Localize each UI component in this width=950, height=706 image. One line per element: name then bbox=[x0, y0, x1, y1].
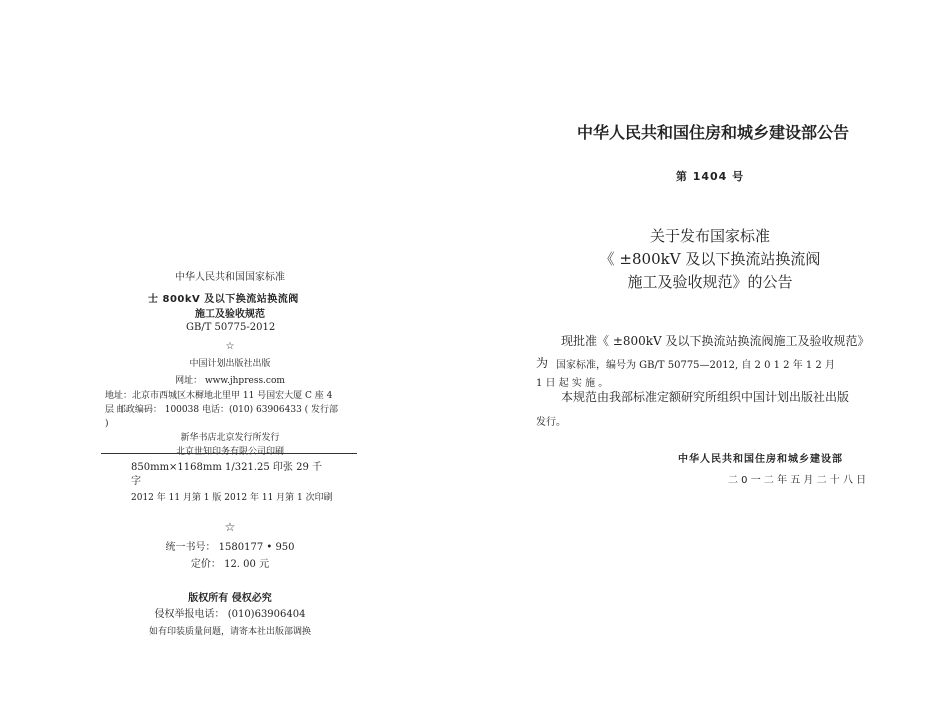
announcement-number: 第 1404 号 bbox=[675, 170, 745, 183]
copyright-line: 版权所有 侵权必究 bbox=[188, 593, 272, 604]
book-title-line2: 施工及验收规范 bbox=[195, 309, 265, 320]
announcement-heading: 中华人民共和国住房和城乡建设部公告 bbox=[576, 123, 849, 142]
paragraph-1-line-2-prefix: 为 bbox=[536, 356, 549, 370]
issue-date-line: 二 0 一 二 年 五 月 二 十 八 日 bbox=[728, 475, 867, 486]
subject-line-3: 施工及验收规范》的公告 bbox=[627, 273, 793, 291]
book-number-line: 统一书号： 1580177 • 950 bbox=[165, 542, 295, 553]
paragraph-2-line-1: 本规范由我部标准定额研究所组织中国计划出版社出版 bbox=[561, 390, 850, 404]
quality-note-line: 如有印装质量问题，请寄本社出版部调换 bbox=[148, 627, 311, 637]
report-phone-line: 侵权举报电话： (010)63906404 bbox=[154, 609, 306, 620]
price-line: 定价： 12. 00 元 bbox=[190, 559, 270, 570]
standard-code: GB/T 50775-2012 bbox=[186, 322, 276, 333]
printer-line: 北京世知印务有限公司印刷 bbox=[175, 447, 284, 457]
paragraph-2-line-2: 发行。 bbox=[536, 417, 566, 428]
address-line: 地址：北京市西城区木樨地北里甲 11 号国宏大厦 C 座 4 层 邮政编码： 100038 电话：(010) 63906433 ( 发行部 ) bbox=[105, 391, 339, 429]
publisher-line: 中国计划出版社出版 bbox=[189, 359, 271, 369]
star-separator-1: ☆ bbox=[225, 341, 235, 352]
format-line: 850mm×1168mm 1/321.25 印张 29 千字 bbox=[131, 462, 323, 487]
subject-line-1: 关于发布国家标准 bbox=[649, 227, 770, 245]
edition-line: 2012 年 11 月第 1 版 2012 年 11 月第 1 次印刷 bbox=[131, 493, 333, 503]
distributor-line: 新华书店北京发行所发行 bbox=[180, 433, 280, 443]
website-line: 网址： www.jhpress.com bbox=[175, 376, 285, 386]
book-title-line1: 士 800kV 及以下换流站换流阀 bbox=[148, 294, 299, 305]
paragraph-1-line-1: 现批准《 ±800kV 及以下换流站换流阀施工及验收规范》 bbox=[561, 334, 870, 348]
standard-type-line: 中华人民共和国国家标准 bbox=[175, 272, 285, 283]
paragraph-1-line-3: 1 日 起 实 施 。 bbox=[536, 378, 609, 389]
star-separator-2: ☆ bbox=[224, 520, 236, 534]
paragraph-1-line-2: 国家标准，编号为 GB/T 50775—2012, 自 2 0 1 2 年 1 2 月 bbox=[556, 360, 835, 371]
divider-line bbox=[101, 453, 357, 454]
issuer-line: 中华人民共和国住房和城乡建设部 bbox=[678, 454, 843, 465]
subject-line-2: 《 ±800kV 及以下换流站换流阀 bbox=[599, 250, 821, 268]
